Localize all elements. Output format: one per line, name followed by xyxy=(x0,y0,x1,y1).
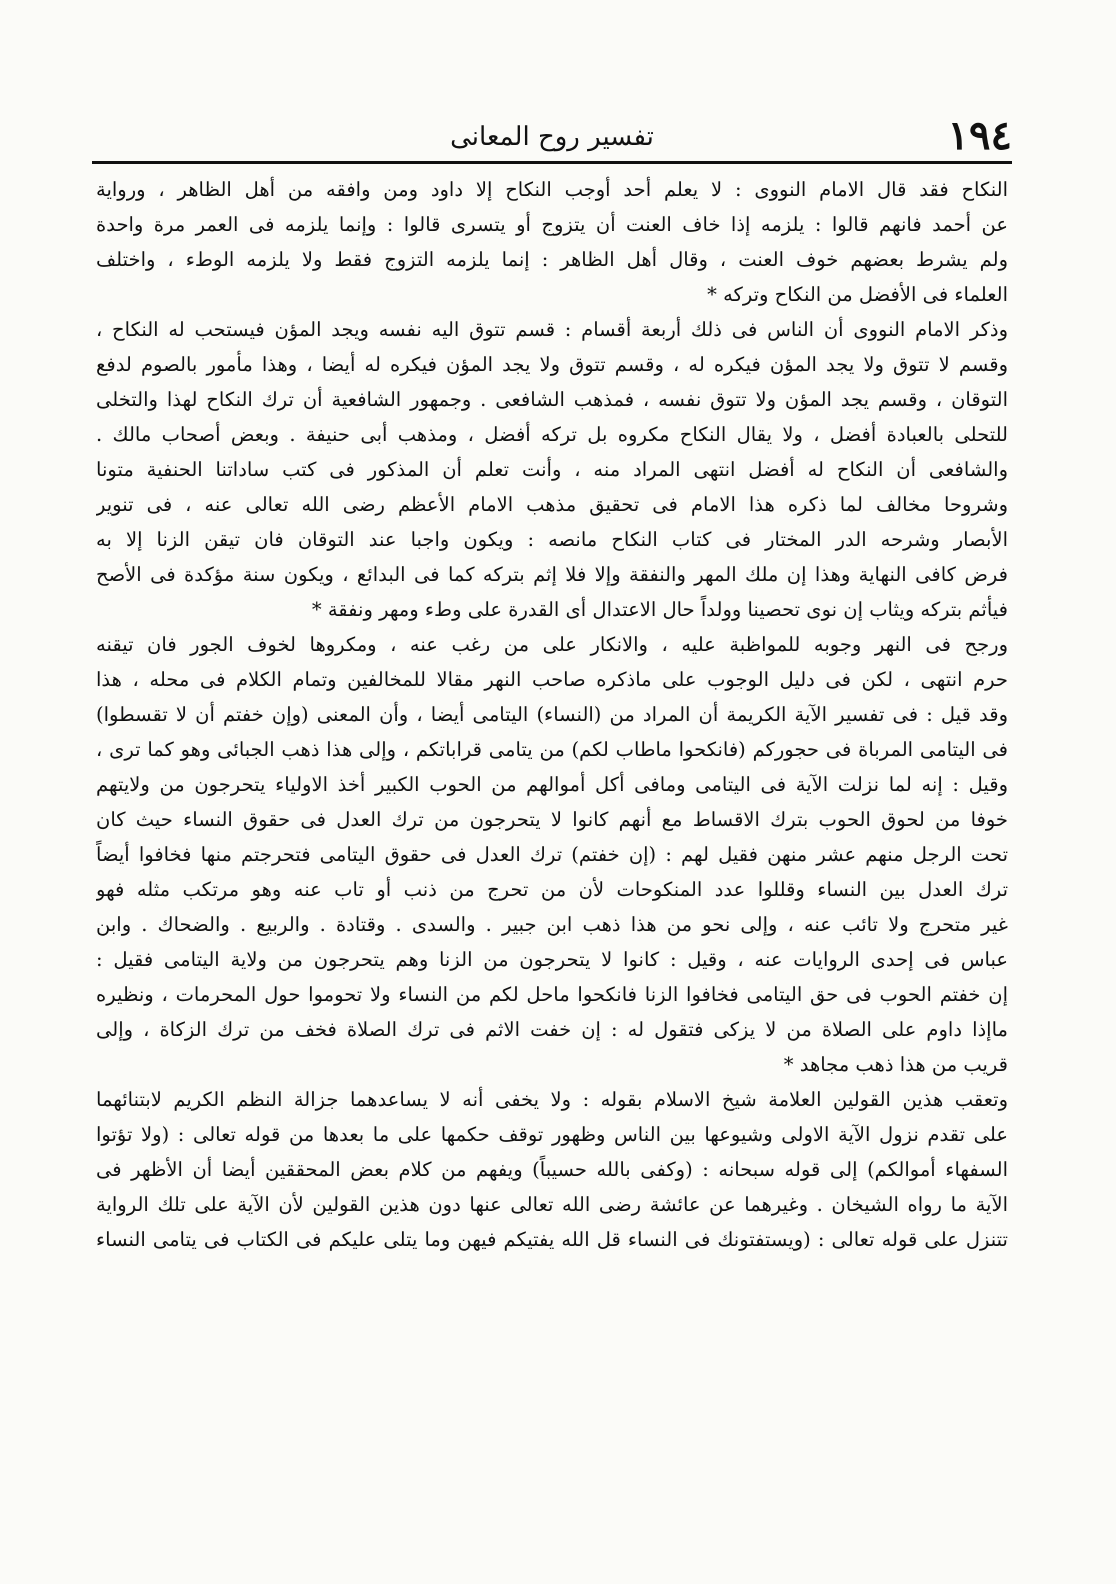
text-line: على تقدم نزول الآية الاولى وشيوعها بين الناس وظهور توقف حكمها على ما بعدها من قوله تعالى : (ولا تؤتوا xyxy=(96,1123,1008,1146)
text-line: للتحلى بالعبادة أفضل ، ولا يقال النكاح مكروه بل تركه أفضل ، ومذهب أبى حنيفة . وبعض أصحاب مالك . xyxy=(96,423,1008,446)
text-line: النكاح فقد قال الامام النووى : لا يعلم أحد أوجب النكاح إلا داود ومن وافقه من أهل الظاهر ، ورواية xyxy=(96,178,1008,201)
text-line: الآية ما رواه الشيخان . وغيرهما عن عائشة رضى الله تعالى عنها دون هذين القولين لأن الآية على تلك الرواية xyxy=(96,1193,1008,1216)
text-line: وشروحا مخالف لما ذكره هذا الامام فى تحقيق مذهب الامام الأعظم رضى الله تعالى عنه ، فى تنوير xyxy=(96,493,1008,516)
paragraph xyxy=(96,172,1008,312)
text-line: فيأثم بتركه ويثاب إن نوى تحصينا وولداً حال الاعتدال أى القدرة على وطء ومهر ونفقة * xyxy=(311,598,1008,621)
paragraph xyxy=(96,627,1008,1082)
text-line: تتنزل على قوله تعالى : (ويستفتونك فى النساء قل الله يفتيكم فيهن وما يتلى عليكم فى الكتاب فى يتامى النساء xyxy=(96,1228,1008,1251)
text-line: العلماء فى الأفضل من النكاح وتركه * xyxy=(707,283,1008,306)
text-line: ولم يشرط بعضهم خوف العنت ، وقال أهل الظاهر : إنما يلزمه التزوج فقط ولا يلزمه الوطء ، واختلف xyxy=(96,248,1008,271)
text-line: خوفا من لحوق الحوب بترك الاقساط مع أنهم كانوا لا يتحرجون من ترك العدل فى حقوق النساء حيث كان xyxy=(96,808,1008,831)
text-line: عن أحمد فانهم قالوا : يلزمه إذا خاف العنت أن يتزوج أو يتسرى قالوا : وإنما يلزمه فى العمر مرة واحدة xyxy=(96,213,1008,236)
text-line: وقسم لا تتوق ولا يجد المؤن فيكره له ، وقسم تتوق ولا يجد المؤن فيكره له أيضا ، وهذا مأمور بالصوم لدفع xyxy=(96,353,1008,376)
text-line: عباس فى إحدى الروايات عنه ، وقيل : كانوا لا يتحرجون من الزنا وهم يتحرجون من ولاية اليتامى فقيل : xyxy=(96,948,1008,971)
page-header xyxy=(92,110,1012,162)
text-line: التوقان ، وقسم يجد المؤن ولا تتوق نفسه ، فمذهب الشافعى . وجمهور الشافعية أن ترك النكاح لهذا والتخلى xyxy=(96,388,1008,411)
header-rule xyxy=(92,161,1012,164)
page-number: ١٩٤ xyxy=(947,112,1012,159)
text-line: وتعقب هذين القولين العلامة شيخ الاسلام بقوله : ولا يخفى أنه لا يساعدهما جزالة النظم الكريم لابتنائهما xyxy=(96,1088,1008,1111)
running-title: تفسير روح المعانى xyxy=(450,122,654,152)
page-body xyxy=(96,172,1008,1257)
text-line: فى اليتامى المرباة فى حجوركم (فانكحوا ماطاب لكم) من يتامى قراباتكم ، وإلى هذا ذهب الجبائى وهو كما ترى ، xyxy=(96,738,1008,761)
text-line: غير متحرج ولا تائب عنه ، وإلى نحو من هذا ذهب ابن جبير . والسدى . وقتادة . والربيع . والضحاك . وابن xyxy=(96,913,1008,936)
text-line: ترك العدل بين النساء وقللوا عدد المنكوحات لأن من تحرج من ذنب أو تاب عنه وهو مرتكب مثله فهو xyxy=(96,878,1008,901)
text-line: تحت الرجل منهم عشر منهن فقيل لهم : (إن خفتم) ترك العدل فى حقوق اليتامى فتحرجتم منها فخافوا أيضاً xyxy=(96,843,1008,866)
text-line: ورجح فى النهر وجوبه للمواظبة عليه ، والانكار على من رغب عنه ، ومكروها لخوف الجور فان تيقنه xyxy=(96,633,1008,656)
text-line: قريب من هذا ذهب مجاهد * xyxy=(783,1053,1008,1076)
text-line: فرض كافى النهاية وهذا إن ملك المهر والنفقة وإلا فلا إثم بتركه كما فى البدائع ، ويكون سنة مؤكدة فى الأصح xyxy=(96,563,1008,586)
text-line: إن خفتم الحوب فى حق اليتامى فخافوا الزنا فانكحوا ماحل لكم من النساء ولا تحوموا حول المحرمات ، ونظيره xyxy=(96,983,1008,1006)
text-line: وقيل : إنه لما نزلت الآية فى اليتامى ومافى أكل أموالهم من الحوب الكبير أخذ الاولياء يتحرجون من ولايتهم xyxy=(96,773,1008,796)
text-line: حرم انتهى ، لكن فى دليل الوجوب على ماذكره صاحب النهر مقالا للمخالفين وتمام الكلام فى محله ، هذا xyxy=(96,668,1008,691)
text-line: وذكر الامام النووى أن الناس فى ذلك أربعة أقسام : قسم تتوق اليه نفسه ويجد المؤن فيستحب له النكاح ، xyxy=(96,318,1008,341)
text-line: ماإذا داوم على الصلاة من لا يزكى فتقول له : إن خفت الاثم فى ترك الصلاة فخف من ترك الزكاة ، وإلى xyxy=(96,1018,1008,1041)
text-line: والشافعى أن النكاح له أفضل انتهى المراد منه ، وأنت تعلم أن المذكور فى كتب ساداتنا الحنفية متونا xyxy=(96,458,1008,481)
text-line: وقد قيل : فى تفسير الآية الكريمة أن المراد من (النساء) اليتامى أيضا ، وأن المعنى (وإن خفتم أن لا تقسطوا) xyxy=(96,703,1008,726)
paragraph xyxy=(96,312,1008,627)
text-line: السفهاء أموالكم) إلى قوله سبحانه : (وكفى بالله حسيباً) ويفهم من كلام بعض المحققين أيضا أن الأظهر فى xyxy=(96,1158,1008,1181)
text-line: الأبصار وشرحه الدر المختار فى كتاب النكاح مانصه : ويكون واجبا عند التوقان فان تيقن الزنا إلا به xyxy=(96,528,1008,551)
paragraph xyxy=(96,1082,1008,1257)
